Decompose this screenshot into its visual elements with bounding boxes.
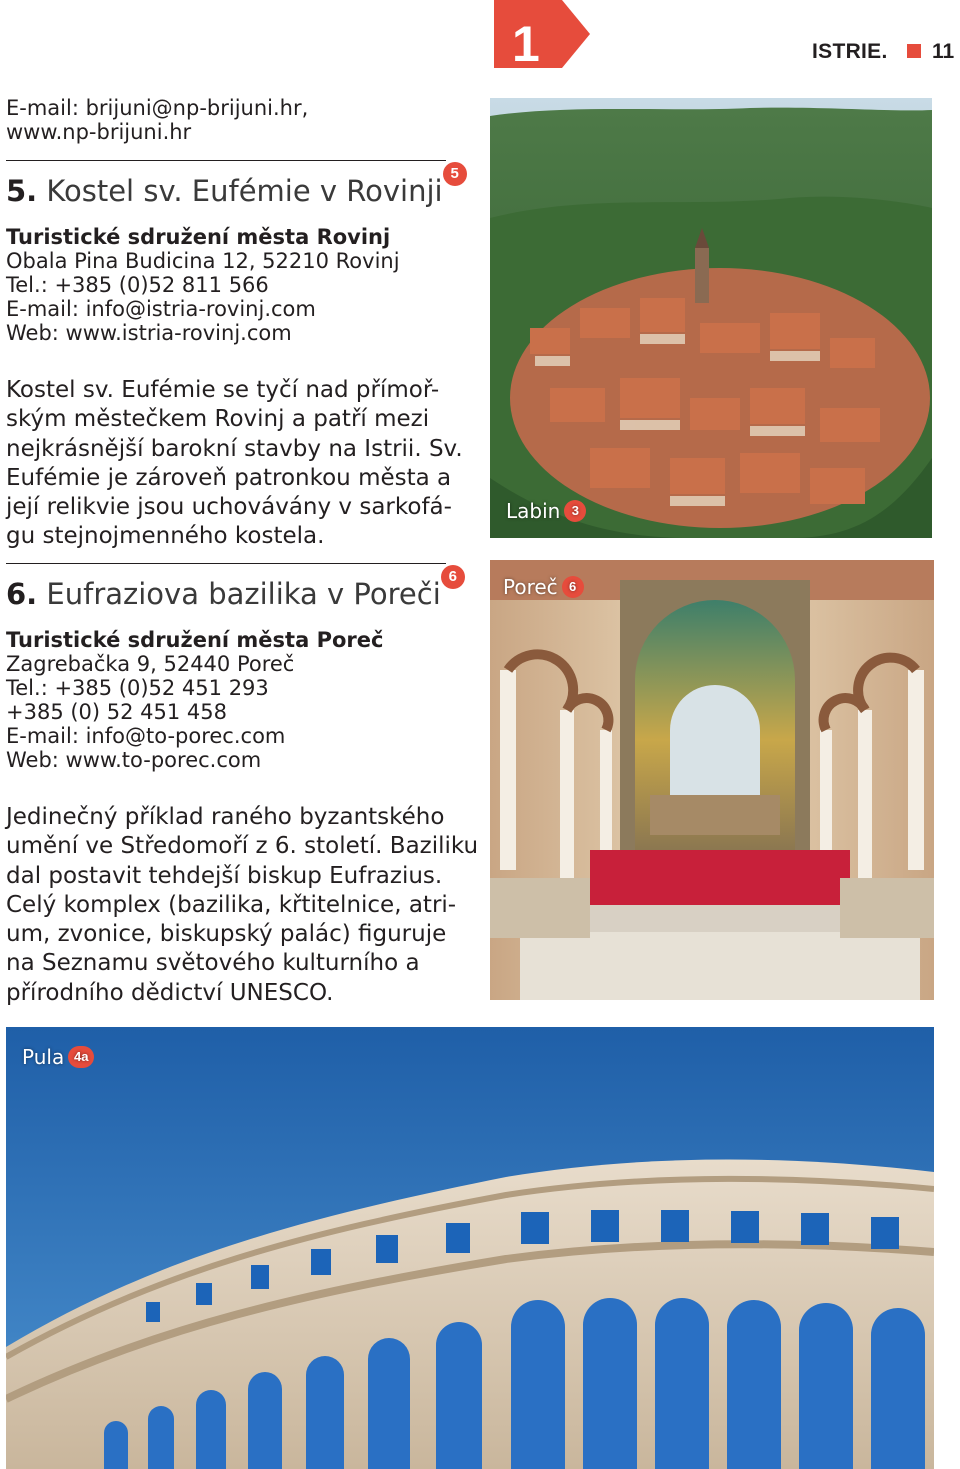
description-line: Jedinečný příklad raného byzantského	[6, 804, 445, 830]
porec-photo	[490, 560, 934, 1000]
description-line: její relikvie jsou uchovávány v sarkofá-	[6, 494, 452, 521]
divider	[6, 160, 446, 161]
section-6-tel: Tel.: +385 (0)52 451 293	[6, 676, 269, 700]
chapter-number: 1	[512, 16, 540, 72]
section-5-heading	[6, 165, 476, 208]
pula-badge: 4a	[68, 1046, 94, 1068]
pula-photo	[6, 1027, 934, 1469]
section-5-email: E-mail: info@istria-rovinj.com	[6, 297, 316, 321]
brijuni-web: www.np-brijuni.hr	[6, 120, 192, 144]
section-6-badge: 6	[441, 565, 465, 589]
section-5-title: Kostel sv. Eufémie v Rovinji	[46, 174, 443, 208]
description-line: umění ve Středomoří z 6. století. Baziliku	[6, 833, 479, 860]
description-line: nejkrásnější barokní stavby na Istrii. Sv.	[6, 435, 463, 462]
labin-photo	[490, 98, 932, 538]
labin-badge: 3	[564, 500, 586, 522]
description-line: Celý komplex (bazilika, křtitelnice, atri-	[6, 891, 457, 918]
section-6-heading	[6, 568, 476, 611]
section-6-description	[6, 803, 479, 1008]
section-6-web: Web: www.to-porec.com	[6, 748, 262, 772]
description-line: gu stejnojmenného kostela.	[6, 523, 325, 550]
divider	[6, 563, 446, 564]
section-5-address: Obala Pina Budicina 12, 52210 Rovinj	[6, 249, 400, 273]
region-square-marker	[907, 44, 921, 58]
section-5-description	[6, 376, 476, 552]
region-label: ISTRIE.	[812, 40, 888, 63]
section-5-org: Turistické sdružení města Rovinj	[6, 225, 391, 249]
labin-label: Labin	[506, 499, 561, 523]
description-line: ským městečkem Rovinj a patří mezi	[6, 406, 430, 433]
description-line: dal postavit tehdejší biskup Eufrazius.	[6, 862, 443, 889]
porec-label: Poreč	[503, 575, 558, 599]
description-line: um, zvonice, biskupský palác) figuruje	[6, 921, 447, 948]
section-6-tel2: +385 (0) 52 451 458	[6, 700, 228, 724]
section-5-number: 5.	[6, 174, 38, 208]
description-line: přírodního dědictví UNESCO.	[6, 979, 334, 1006]
page-number: 11	[932, 40, 955, 63]
brijuni-email: E-mail: brijuni@np-brijuni.hr,	[6, 96, 309, 120]
section-6-title: Eufraziova bazilika v Poreči	[46, 577, 441, 611]
description-line: Eufémie je zároveň patronkou města a	[6, 464, 452, 491]
section-6-org: Turistické sdružení města Poreč	[6, 628, 384, 652]
section-6-address: Zagrebačka 9, 52440 Poreč	[6, 652, 295, 676]
section-5-tel: Tel.: +385 (0)52 811 566	[6, 273, 269, 297]
porec-badge: 6	[562, 576, 584, 598]
description-line: na Seznamu světového kulturního a	[6, 950, 420, 977]
labin-caption	[506, 499, 586, 523]
section-5-badge: 5	[443, 162, 467, 186]
section-5-web: Web: www.istria-rovinj.com	[6, 321, 292, 345]
section-6-email: E-mail: info@to-porec.com	[6, 724, 286, 748]
pula-label: Pula	[22, 1045, 65, 1069]
porec-caption	[503, 575, 584, 599]
pula-caption	[22, 1045, 94, 1069]
description-line: Kostel sv. Eufémie se tyčí nad přímoř-	[6, 377, 440, 403]
section-6-number: 6.	[6, 577, 38, 611]
